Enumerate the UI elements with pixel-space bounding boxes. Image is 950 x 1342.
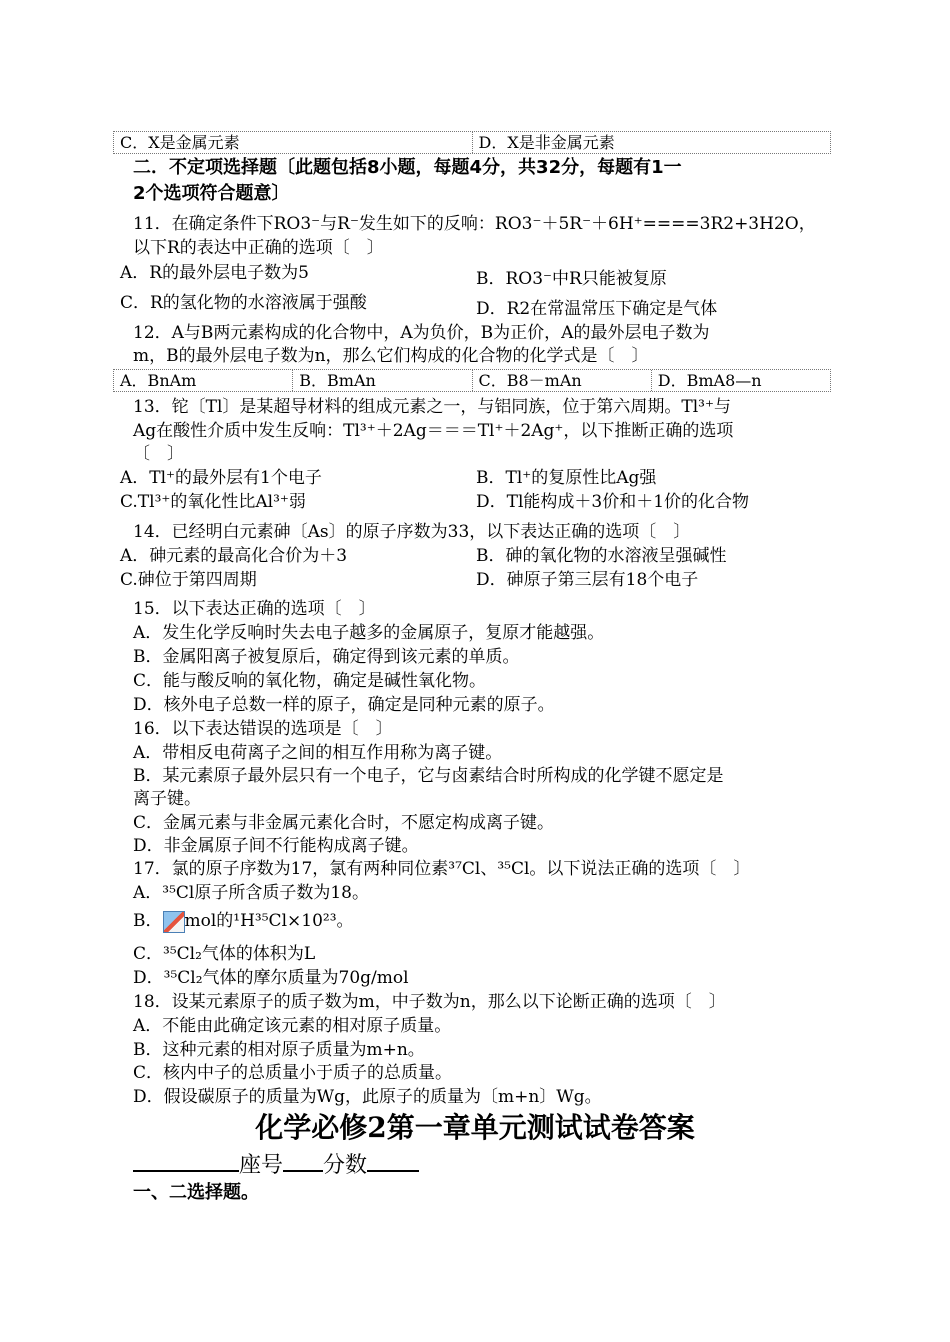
q17-option-b <box>133 910 354 933</box>
q13-stem-line2: Ag在酸性介质中发生反响：Tl³⁺＋2Ag＝＝＝Tl⁺＋2Ag⁺，以下推断正确的选项 <box>133 421 734 441</box>
q16-option-c: C．金属元素与非金属元素化合时，不愿定构成离子键。 <box>133 813 555 833</box>
q15-option-b: B．金属阳离子被复原后，确定得到该元素的单质。 <box>133 647 520 667</box>
answers-section-heading: 一、二选择题。 <box>133 1182 259 1203</box>
q14-option-b: B．砷的氧化物的水溶液呈强碱性 <box>476 546 727 566</box>
q13-option-d: D．Tl能构成＋3价和＋1价的化合物 <box>476 492 750 512</box>
broken-image-icon <box>163 911 185 933</box>
q13-stem-line3: 〔 〕 <box>133 444 184 464</box>
q10-options-row <box>113 131 831 154</box>
q11-option-c: C．R的氢化物的水溶液属于强酸 <box>120 293 367 313</box>
q16-option-b-line2: 离子键。 <box>133 789 201 809</box>
q17-option-b-text: mol的¹H³⁵Cl×10²³。 <box>184 911 354 931</box>
q12-options-row <box>113 369 831 392</box>
q11-stem-line1: 11．在确定条件下RO3⁻与R⁻发生如下的反响：RO3⁻＋5R⁻＋6H⁺====3R2+3H2O， <box>133 214 816 234</box>
q18-option-d: D．假设碳原子的质量为Wg，此原子的质量为〔m+n〕Wg。 <box>133 1087 602 1107</box>
q17-option-b-prefix: B． <box>133 911 163 931</box>
q11-option-b: B．RO3⁻中R只能被复原 <box>476 269 667 289</box>
q15-option-a: A．发生化学反响时失去电子越多的金属原子，复原才能越强。 <box>133 623 605 643</box>
answer-sheet-title: 化学必修2第一章单元测试试卷答案 <box>255 1111 695 1144</box>
q11-option-d: D．R2在常温常压下确定是气体 <box>476 299 718 319</box>
q12-stem-line2: m，B的最外层电子数为n，那么它们构成的化合物的化学式是〔 〕 <box>133 346 649 366</box>
q14-option-a: A．砷元素的最高化合价为＋3 <box>120 546 348 566</box>
q12-stem-line1: 12．A与B两元素构成的化合物中，A为负价，B为正价，A的最外层电子数为 <box>133 323 710 343</box>
q15-stem: 15．以下表达正确的选项〔 〕 <box>133 599 376 619</box>
q12-option-d: D．BmA8—n <box>651 370 830 391</box>
q11-stem-line2: 以下R的表达中正确的选项〔 〕 <box>133 238 384 258</box>
q10-option-d: D．X是非金属元素 <box>472 132 831 153</box>
q17-stem: 17．氯的原子序数为17，氯有两种同位素³⁷Cl、³⁵Cl。以下说法正确的选项〔 〕 <box>133 859 751 879</box>
score-blank[interactable] <box>367 1148 419 1172</box>
q14-option-c: C.砷位于第四周期 <box>120 570 257 590</box>
q14-stem: 14．已经明白元素砷〔As〕的原子序数为33，以下表达正确的选项〔 〕 <box>133 522 691 542</box>
q12-option-a: A．BnAm <box>120 371 197 390</box>
q12-option-b: B．BmAn <box>292 370 471 391</box>
q18-option-b: B．这种元素的相对原子质量为m+n。 <box>133 1040 425 1060</box>
q14-option-d: D．砷原子第三层有18个电子 <box>476 570 699 590</box>
q16-option-d: D．非金属原子间不行能构成离子键。 <box>133 836 419 856</box>
seat-label: 座号 <box>239 1153 284 1178</box>
q12-option-c: C．B8－mAn <box>472 370 651 391</box>
q13-option-a: A．Tl⁺的最外层有1个电子 <box>120 468 322 488</box>
q16-option-a: A．带相反电荷离子之间的相互作用称为离子键。 <box>133 743 503 763</box>
name-seat-score-line <box>133 1148 419 1181</box>
q16-stem: 16．以下表达错误的选项是〔 〕 <box>133 719 393 739</box>
q11-option-a: A．R的最外层电子数为5 <box>120 263 309 283</box>
q17-option-d: D．³⁵Cl₂气体的摩尔质量为70g/mol <box>133 968 409 988</box>
q17-option-a: A．³⁵Cl原子所含质子数为18。 <box>133 883 369 903</box>
q13-option-b: B．Tl⁺的复原性比Ag强 <box>476 468 657 488</box>
q13-stem-line1: 13．铊〔Tl〕是某超导材料的组成元素之一，与铝同族，位于第六周期。Tl³⁺与 <box>133 397 731 417</box>
score-label: 分数 <box>323 1153 368 1178</box>
q15-option-d: D．核外电子总数一样的原子，确定是同种元素的原子。 <box>133 695 555 715</box>
seat-blank[interactable] <box>283 1148 323 1172</box>
q18-stem: 18．设某元素原子的质子数为m，中子数为n，那么以下论断正确的选项〔 〕 <box>133 992 726 1012</box>
q15-option-c: C．能与酸反响的氧化物，确定是碱性氧化物。 <box>133 671 487 691</box>
q13-option-c: C.Tl³⁺的氧化性比Al³⁺弱 <box>120 492 306 512</box>
name-blank[interactable] <box>133 1148 239 1172</box>
q18-option-c: C．核内中子的总质量小于质子的总质量。 <box>133 1063 453 1083</box>
section2-heading-line1: 二．不定项选择题〔此题包括8小题，每题4分，共32分，每题有1一 <box>133 157 682 178</box>
section2-heading-line2: 2个选项符合题意〕 <box>133 183 290 204</box>
q16-option-b-line1: B．某元素原子最外层只有一个电子，它与卤素结合时所构成的化学键不愿定是 <box>133 766 724 786</box>
q18-option-a: A．不能由此确定该元素的相对原子质量。 <box>133 1016 452 1036</box>
q17-option-c: C．³⁵Cl₂气体的体积为L <box>133 944 316 964</box>
q10-option-c: C．X是金属元素 <box>120 133 240 152</box>
